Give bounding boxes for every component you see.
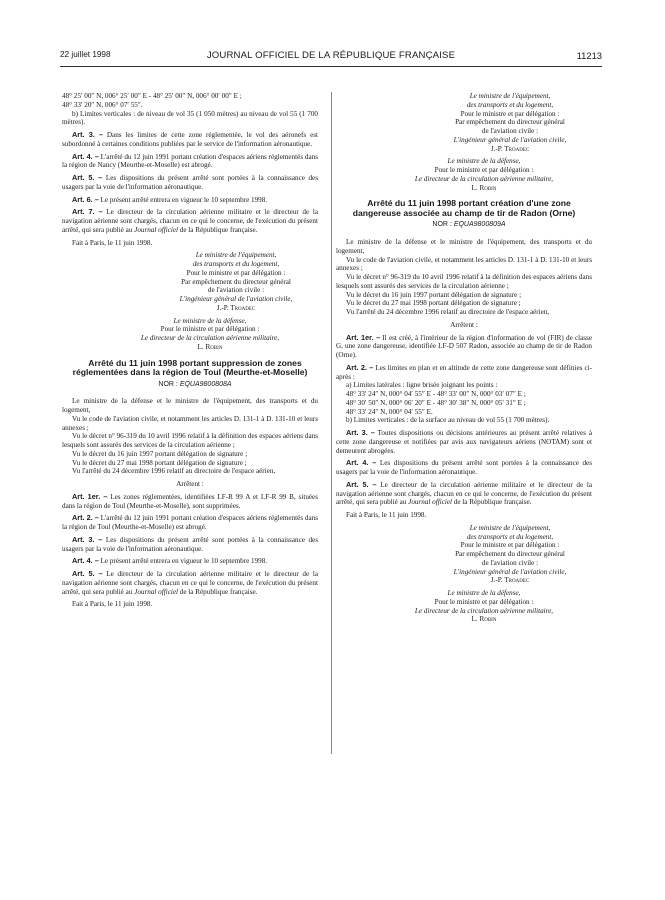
article-4	[336, 459, 592, 477]
visa-paragraph: Vu le décret du 16 juin 1997 portant délégation de signature ;	[346, 290, 522, 299]
signature-block-equipment	[336, 92, 592, 153]
article-6	[62, 196, 318, 205]
signature-line: Par empêchement du directeur général	[455, 118, 565, 127]
article-label: Art. 1er. –	[72, 491, 108, 501]
article-5	[336, 481, 592, 507]
nor-reference	[62, 381, 318, 390]
signature-title-line: des transports et du logement,	[192, 260, 280, 268]
signature-title-line: Le ministre de la défense,	[447, 589, 521, 598]
column-divider	[331, 92, 332, 754]
coordinate-line: 48° 33′ 24″ N, 000° 04′ 55″ E.	[346, 407, 433, 416]
decree-title: Arrêté du 11 juin 1998 portant suppression de zones réglementées dans la région de Toul (Meurthe-et-Moselle)	[72, 357, 308, 378]
visa-paragraph: Vu le décret n° 96-319 du 10 avril 1996 relatif à la définition des espaces aériens dans lesquels sont assurés des services de la circulation aérienne ;	[62, 432, 318, 450]
header-date: 22 juillet 1998	[60, 50, 111, 59]
article-text: de la République française.	[178, 225, 258, 234]
article-2	[336, 364, 592, 382]
signature-role-line: L'ingénieur général de l'aviation civile,	[453, 135, 567, 144]
signature-title-line: Le ministre de la défense,	[447, 157, 521, 166]
article-label: Art. 1er. –	[346, 332, 381, 342]
article-text: Il est créé, à l'intérieur de la région d'information de vol (FIR) de classe G, une zone dangereuse, identifiée LF-D 507 Radon, associée au champ de tir de Radon (Orne).	[336, 333, 593, 360]
signatory-name: L. Robin	[197, 342, 223, 351]
signature-role-line: Le directeur de la circulation aérienne militaire,	[414, 606, 554, 615]
signature-role-line: Le directeur de la circulation aérienne militaire,	[140, 334, 280, 342]
coordinate-line: 48° 25′ 00″ N, 006° 25′ 00″ E - 48° 25′ 00″ N, 006° 00′ 00″ E ;	[62, 92, 242, 100]
article-3	[62, 131, 318, 149]
article-text: de la République française.	[178, 587, 258, 596]
article-text: Les limites en plan et en altitude de cette zone dangereuse sont définies ci-après :	[336, 363, 593, 381]
header-title: JOURNAL OFFICIEL DE LA RÉPUBLIQUE FRANÇAISE	[206, 50, 456, 61]
coordinate-line: 48° 33′ 24″ N, 000° 04′ 55″ E - 48° 33′ 00″ N, 000° 03′ 07″ E ;	[346, 390, 526, 399]
coordinate-line: 48° 33′ 20″ N, 006° 07′ 55″.	[62, 100, 143, 109]
signature-title	[336, 157, 592, 166]
signature-title	[62, 251, 318, 260]
right-column	[336, 92, 592, 624]
article-text: Le présent arrêté entrera en vigueur le 10 septembre 1998.	[98, 195, 268, 204]
article-5	[62, 570, 318, 596]
signature-block-defense	[336, 157, 592, 192]
article-1	[336, 334, 592, 360]
signature-title	[336, 101, 592, 110]
visa-paragraph: Le ministre de la défense et le ministre de l'équipement, des transports et du logement,	[62, 397, 318, 415]
signature-role-line: Le directeur de la circulation aérienne militaire,	[414, 174, 554, 183]
signature-role	[336, 568, 592, 577]
article-label: Art. 2. –	[72, 513, 99, 523]
vertical-limits-paragraph: b) Limites verticales : de niveau de vol 35 (1 050 mètres) au niveau de vol 55 (1 700 mètres).	[62, 109, 318, 127]
signature-title	[336, 589, 592, 598]
signature-line: Pour le ministre et par délégation :	[460, 541, 560, 550]
article-text: Les dispositions du présent arrêté sont portées à la connaissance des usagers par la voie de l'information aéronautique.	[336, 459, 592, 477]
visa-paragraph: Vu l'arrêté du 24 décembre 1996 relatif au directoire de l'espace aérien,	[346, 308, 550, 317]
signatory-name: J.-P. Troadec	[216, 303, 256, 312]
signature-line: Pour le ministre et par délégation :	[434, 166, 534, 174]
signature-line: Par empêchement du directeur général	[455, 550, 565, 559]
signature-line: Pour le ministre et par délégation :	[460, 109, 560, 118]
signature-role	[62, 334, 318, 343]
article-label: Art. 5. –	[72, 173, 103, 182]
article-4	[62, 153, 318, 171]
signature-title-line: Le ministre de l'équipement,	[469, 523, 551, 532]
nor-label: NOR :	[158, 380, 180, 388]
signature-title-line: Le ministre de la défense,	[173, 316, 247, 325]
visa-paragraph: Vu le décret du 27 mai 1998 portant délégation de signature ;	[346, 299, 521, 308]
signature-title-line: des transports et du logement,	[466, 532, 554, 541]
article-text: Les dispositions du présent arrêté sont portées à la connaissance des usagers par la voie de l'information aéronautique.	[62, 535, 318, 553]
visa-paragraph: Vu le décret du 27 mai 1998 portant délégation de signature ;	[72, 458, 247, 467]
journal-officiel: Journal officiel	[408, 498, 452, 507]
article-text: Les zones réglementées, identifiées LF-R 99 A et LF-R 99 B, situées dans la région de Toul (Meurthe-et-Moselle), sont supprimées.	[62, 492, 319, 510]
article-text: Toutes dispositions ou décisions antérieures au présent arrêté relatives à cette zone dangereuse et notifiées par avis aux navigateurs aériens (NOTAM) sont et demeurent abrogées.	[336, 429, 593, 455]
article-label: Art. 6. –	[72, 194, 99, 204]
article-text: Le directeur de la circulation aérienne militaire et le directeur de la navigation aérienne sont chargés, chacun en ce qui le concerne, de l'exécution du présent arrêté, qui sera publié au	[62, 208, 318, 234]
signature-title-line: Le ministre de l'équipement,	[195, 251, 277, 260]
signature-role-line: L'ingénieur général de l'aviation civile,	[453, 567, 567, 576]
signature-line: de l'aviation civile :	[207, 286, 265, 295]
nor-reference	[336, 221, 592, 230]
fait-a-paris: Fait à Paris, le 11 juin 1998.	[72, 238, 153, 247]
signature-title-line: Le ministre de l'équipement,	[469, 92, 551, 100]
header-rule	[60, 66, 602, 67]
signature-title-line: des transports et du logement,	[466, 100, 554, 109]
signature-title	[336, 524, 592, 533]
decree-toul	[62, 359, 318, 610]
article-2	[62, 514, 318, 532]
article-label: Art. 5. –	[346, 479, 377, 489]
visa-paragraph: Vu le code de l'aviation civile, et notamment les articles D. 131-1 à D. 131-10 et leurs annexes ;	[336, 255, 592, 273]
article-text: Le directeur de la circulation aérienne militaire et le directeur de la navigation aérienne sont chargés, chacun en ce qui le concerne, de l'exécution du présent arrêté, qui sera publié au	[62, 570, 318, 596]
journal-officiel: Journal officiel	[134, 225, 178, 234]
signature-role-line: L'ingénieur général de l'aviation civile,	[179, 295, 293, 303]
article-text: Le directeur de la circulation aérienne militaire et le directeur de la navigation aérienne sont chargés, chacun en ce qui le concerne, de l'exécution du présent arrêté, qui sera publié au	[336, 480, 592, 507]
signature-block-defense	[336, 589, 592, 624]
signatory-name: J.-P. Troadec	[490, 144, 530, 153]
article-label: Art. 4. –	[72, 556, 99, 566]
nor-code: EQUA9800809A	[453, 221, 506, 229]
article-5	[62, 174, 318, 192]
signature-role	[62, 295, 318, 304]
article-text: L'arrêté du 12 juin 1991 portant création d'espaces aériens réglementés dans la région de Nancy (Meurthe-et-Moselle) est abrogé.	[62, 152, 318, 170]
article-text: de la République française.	[452, 498, 532, 507]
article-label: Art. 2. –	[346, 362, 374, 372]
arretent-heading: Arrêtent :	[176, 480, 204, 489]
article-4	[62, 557, 318, 566]
nor-label: NOR :	[432, 221, 454, 229]
signature-line: Pour le ministre et par délégation :	[160, 325, 260, 334]
signature-title	[336, 533, 592, 542]
article-text: Dans les limites de cette zone réglementée, le vol des aéronefs est subordonné à certaines conditions publiées par le service de l'information aéronautique.	[62, 131, 319, 148]
article-label: Art. 4. –	[346, 458, 377, 468]
signatory-name: J.-P. Troadec	[490, 576, 530, 585]
article-7	[62, 208, 318, 234]
article-label: Art. 3. –	[346, 428, 375, 438]
signature-role	[336, 607, 592, 616]
article-text: L'arrêté du 12 juin 1991 portant création d'espaces aériens réglementés dans la région de Toul (Meurthe-et-Moselle) est abrogé.	[62, 514, 318, 532]
lateral-limits-paragraph: a) Limites latérales : ligne brisée joignant les points :	[346, 381, 498, 390]
visa-paragraph: Le ministre de la défense et le ministre de l'équipement, des transports et du logement,	[336, 238, 592, 255]
article-label: Art. 7. –	[72, 207, 103, 217]
signature-block-defense	[62, 317, 318, 352]
article-text: Les dispositions du présent arrêté sont portées à la connaissance des usagers par la voie de l'information aéronautique.	[62, 174, 318, 191]
header-page-number: 11213	[576, 50, 602, 61]
signature-line: Par empêchement du directeur général	[181, 277, 291, 286]
signature-line: de l'aviation civile :	[481, 558, 539, 567]
signature-role	[336, 136, 592, 145]
decree-radon	[336, 199, 592, 624]
visa-paragraph: Vu le décret n° 96-319 du 10 avril 1996 relatif à la définition des espaces aériens dans lesquels sont assurés des services de la circulation aérienne ;	[336, 273, 592, 290]
signature-title	[62, 260, 318, 269]
page-header	[60, 50, 602, 64]
article-3	[62, 536, 318, 554]
signature-line: Pour le ministre et par délégation :	[434, 597, 534, 606]
decree-title: Arrêté du 11 juin 1998 portant création d'une zone dangereuse associée au champ de tir de Radon (Orne)	[352, 198, 576, 218]
signature-line: de l'aviation civile :	[481, 127, 539, 135]
visa-paragraph: Vu l'arrêté du 24 décembre 1996 relatif au directoire de l'espace aérien,	[72, 467, 276, 476]
vertical-limits-paragraph: b) Limites verticales : de la surface au niveau de vol 55 (1 700 mètres).	[346, 416, 550, 425]
signature-block-equipment	[62, 251, 318, 312]
fait-a-paris: Fait à Paris, le 11 juin 1998.	[72, 600, 153, 609]
article-3	[336, 429, 592, 455]
article-label: Art. 4. –	[72, 151, 99, 161]
arretent-heading: Arrêtent :	[450, 320, 478, 329]
signature-title	[62, 317, 318, 326]
fait-a-paris: Fait à Paris, le 11 juin 1998.	[346, 511, 427, 520]
signature-line: Pour le ministre et par délégation :	[186, 268, 286, 277]
journal-officiel: Journal officiel	[134, 587, 178, 596]
signatory-name: L. Robin	[471, 615, 497, 624]
visa-paragraph: Vu le décret du 16 juin 1997 portant délégation de signature ;	[72, 449, 248, 458]
visa-paragraph: Vu le code de l'aviation civile, et notamment les articles D. 131-1 à D. 131-10 et leurs annexes ;	[62, 414, 318, 432]
article-1	[62, 493, 318, 511]
article-label: Art. 3. –	[72, 534, 103, 544]
nor-code: EQUA9800808A	[179, 380, 232, 388]
signatory-name: L. Robin	[471, 183, 497, 192]
left-column	[62, 92, 318, 609]
signature-block-equipment	[336, 524, 592, 585]
signature-role	[336, 175, 592, 184]
coordinate-line: 48° 30′ 50″ N, 000° 06′ 20″ E - 48° 30′ 38″ N, 000° 05′ 31″ E ;	[346, 398, 526, 407]
article-label: Art. 3. –	[72, 130, 103, 139]
article-label: Art. 5. –	[72, 569, 103, 579]
article-text: Le présent arrêté entrera en vigueur le 10 septembre 1998.	[98, 557, 268, 566]
signature-title	[336, 92, 592, 101]
